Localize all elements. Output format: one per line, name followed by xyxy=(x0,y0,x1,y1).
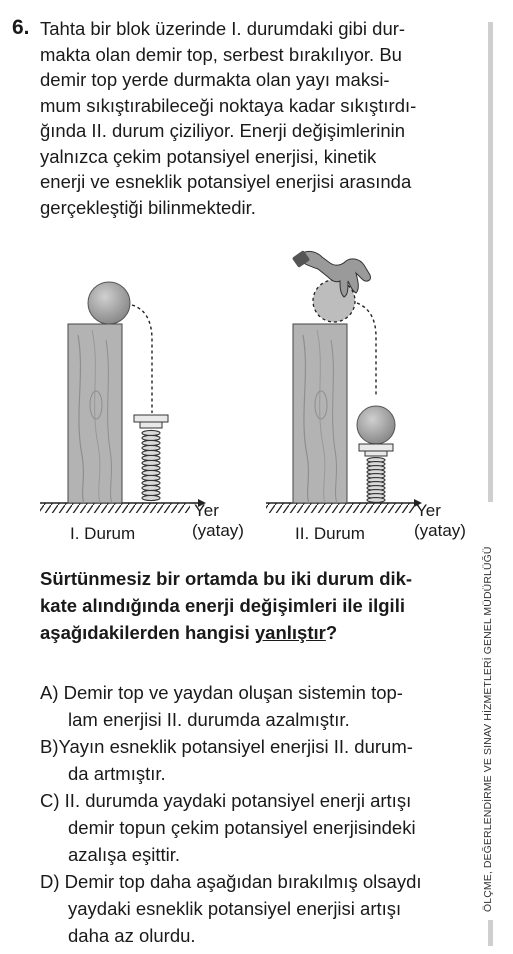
wooden-block-2 xyxy=(293,324,347,503)
ghost-ball xyxy=(313,280,355,322)
stem-line: enerji ve esneklik potansiyel enerjisi arasında xyxy=(40,171,412,192)
option-letter: B) xyxy=(40,736,59,757)
option-text: yaydaki esneklik potansiyel enerjisi artışı xyxy=(68,898,402,919)
prompt-underlined-word: yanlıştır xyxy=(254,622,326,643)
option-text: II. durumda yaydaki potansiyel enerji artışı xyxy=(64,790,412,811)
prompt-prefix: aşağıdakilerden hangisi xyxy=(40,622,255,643)
iron-ball-2 xyxy=(357,406,395,444)
ground-hatch-2 xyxy=(266,503,416,513)
option-letter: D) xyxy=(40,871,60,892)
option-text: Demir top ve yaydan oluşan sistemin top- xyxy=(63,682,403,703)
option-text: azalışa eşittir. xyxy=(68,844,181,865)
stem-line: gerçekleştiği bilinmektedir. xyxy=(40,196,256,218)
stem-line: ğında II. durum çiziliyor. Enerji değişimlerinin xyxy=(40,120,406,141)
ground-label-1: Yer xyxy=(194,501,219,520)
ground-hatch-1 xyxy=(40,503,190,513)
spring-plate-1 xyxy=(134,415,168,422)
prompt-suffix: ? xyxy=(325,622,338,643)
option-text: lam enerjisi II. durumda azalmıştır. xyxy=(68,709,350,730)
question-number: 6. xyxy=(12,16,30,39)
prompt-line: Sürtünmesiz bir ortamda bu iki durum dik- xyxy=(40,568,413,589)
stem-line: Tahta bir blok üzerinde I. durumdaki gibi dur- xyxy=(40,18,406,39)
option-b[interactable] xyxy=(40,733,480,787)
side-divider-bar xyxy=(488,22,493,502)
prompt-line xyxy=(40,619,480,646)
ground-sublabel-1: (yatay) xyxy=(192,521,244,540)
question-prompt xyxy=(40,565,480,646)
option-text: Yayın esneklik potansiyel enerjisi II. durum- xyxy=(58,736,413,757)
option-text: da artmıştır. xyxy=(68,763,166,784)
option-text: daha az olurdu. xyxy=(68,925,196,946)
iron-ball-1 xyxy=(88,282,130,324)
situation-2-label: II. Durum xyxy=(295,524,365,543)
stem-line: demir top yerde durmakta olan yayı maksi- xyxy=(40,69,390,90)
stem-line: mum sıkıştırabileceği noktaya kadar sıkıştırdı- xyxy=(40,94,417,116)
option-d[interactable] xyxy=(40,868,480,949)
option-text: demir topun çekim potansiyel enerjisindeki xyxy=(68,817,416,838)
side-divider-bar xyxy=(488,920,493,946)
option-c[interactable] xyxy=(40,787,480,868)
answer-options xyxy=(40,679,480,949)
ground-sublabel-2: (yatay) xyxy=(414,521,466,540)
prompt-line: kate alındığında enerji değişimleri ile ilgili xyxy=(40,595,405,616)
situation-1-label: I. Durum xyxy=(70,524,136,543)
spring-2 xyxy=(367,458,385,503)
spring-plate-2 xyxy=(359,444,393,451)
situation-1-drawing xyxy=(40,282,206,513)
option-letter: A) xyxy=(40,682,59,703)
stem-line: makta olan demir top, serbest bırakılıyor. Bu xyxy=(40,43,402,65)
fall-path-1 xyxy=(132,305,152,413)
situation-2-drawing xyxy=(266,250,422,513)
stem-line: yalnızca çekim potansiyel enerjisi, kinetik xyxy=(40,145,377,167)
side-institution-label: ÖLÇME, DEĞERLENDİRME VE SINAV HİZMETLERİ GENEL MÜDÜRLÜĞÜ xyxy=(482,546,494,912)
wooden-block-1 xyxy=(68,324,122,503)
fall-path-2 xyxy=(357,303,376,395)
option-text: Demir top daha aşağıdan bırakılmış olsaydı xyxy=(64,871,422,892)
physics-figure xyxy=(30,245,480,545)
spring-1 xyxy=(142,430,160,500)
question-stem xyxy=(40,16,480,220)
figure-drawing xyxy=(30,245,480,545)
option-a[interactable] xyxy=(40,679,480,733)
option-letter: C) xyxy=(40,790,60,811)
ground-label-2: Yer xyxy=(416,501,441,520)
